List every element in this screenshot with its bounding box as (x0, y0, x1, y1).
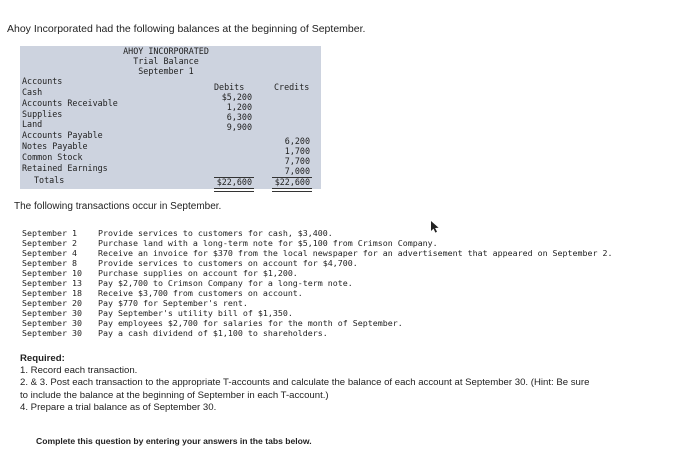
transaction-date: September 30 (22, 328, 82, 338)
transaction-date: September 18 (22, 288, 82, 298)
tb-debit: 1,200 (226, 102, 252, 112)
required-heading: Required: (20, 353, 65, 364)
required-item-4: 4. Prepare a trial balance as of September 30. (20, 401, 217, 413)
transaction-text: Receive an invoice for $370 from the local newspaper for an advertisement that appeared on September 2. (98, 248, 613, 258)
transaction-date: September 4 (22, 248, 77, 258)
transaction-text: Receive $3,700 from customers on account. (98, 288, 303, 298)
tb-credit: 6,200 (284, 136, 310, 146)
transactions-intro: The following transactions occur in September. (14, 201, 222, 212)
tb-credit: 7,000 (284, 166, 310, 176)
tb-account: Supplies (22, 109, 63, 119)
instruction-text: Complete this question by entering your answers in the tabs below. (36, 436, 312, 446)
tb-account: Notes Payable (22, 141, 88, 151)
tb-col-credits: Credits (274, 82, 310, 92)
tb-col-debits: Debits (214, 82, 245, 92)
required-section (20, 353, 589, 414)
transaction-text: Provide services to customers for cash, $3,400. (98, 228, 333, 238)
tb-debit: $5,200 (221, 92, 252, 102)
tb-account: Cash (22, 87, 43, 97)
transaction-text: Provide services to customers on account for $4,700. (98, 258, 358, 268)
transaction-date: September 1 (22, 228, 77, 238)
tb-account: Retained Earnings (22, 163, 108, 173)
problem-intro: Ahoy Incorporated had the following balances at the beginning of September. (7, 23, 366, 35)
transaction-date: September 10 (22, 268, 82, 278)
transaction-date: September 20 (22, 298, 82, 308)
transaction-date: September 13 (22, 278, 82, 288)
tb-credit: 1,700 (284, 146, 310, 156)
required-item-1: 1. Record each transaction. (20, 365, 138, 377)
tb-col-accounts: Accounts (22, 76, 63, 86)
transaction-text: Pay September's utility bill of $1,350. (98, 308, 293, 318)
tb-account: Accounts Payable (22, 130, 103, 140)
transaction-text: Pay employees $2,700 for salaries for the month of September. (98, 318, 403, 328)
transaction-date: September 2 (22, 238, 77, 248)
tb-title: Trial Balance (133, 56, 199, 66)
tb-company: AHOY INCORPORATED (123, 46, 209, 56)
transaction-date: September 8 (22, 258, 77, 268)
debit-double-underline (214, 188, 254, 192)
tb-debit: 9,900 (226, 122, 252, 132)
tb-account: Land (22, 119, 43, 129)
transaction-text: Purchase land with a long-term note for $5,100 from Crimson Company. (98, 238, 438, 248)
mouse-cursor-icon (430, 220, 440, 239)
tb-debit: 6,300 (226, 112, 252, 122)
tb-total-credits: $22,600 (274, 177, 310, 187)
tb-date: September 1 (138, 66, 194, 76)
tb-account: Accounts Receivable (22, 98, 118, 108)
transaction-date: September 30 (22, 318, 82, 328)
required-item-2-cont: to include the balance at the beginning of September in each T-account.) (20, 389, 329, 401)
tb-totals-label: Totals (34, 175, 65, 185)
tb-account: Common Stock (22, 152, 83, 162)
required-item-2: 2. & 3. Post each transaction to the appropriate T-accounts and calculate the balance of each account at September 30. (Hint: Be sure (20, 377, 590, 389)
credit-double-underline (272, 188, 312, 192)
transaction-text: Purchase supplies on account for $1,200. (98, 268, 298, 278)
tb-credit: 7,700 (284, 156, 310, 166)
transaction-date: September 30 (22, 308, 82, 318)
transaction-text: Pay $770 for September's rent. (98, 298, 248, 308)
tb-total-debits: $22,600 (216, 177, 252, 187)
transaction-text: Pay $2,700 to Crimson Company for a long-term note. (98, 278, 353, 288)
transaction-text: Pay a cash dividend of $1,100 to shareholders. (98, 328, 328, 338)
